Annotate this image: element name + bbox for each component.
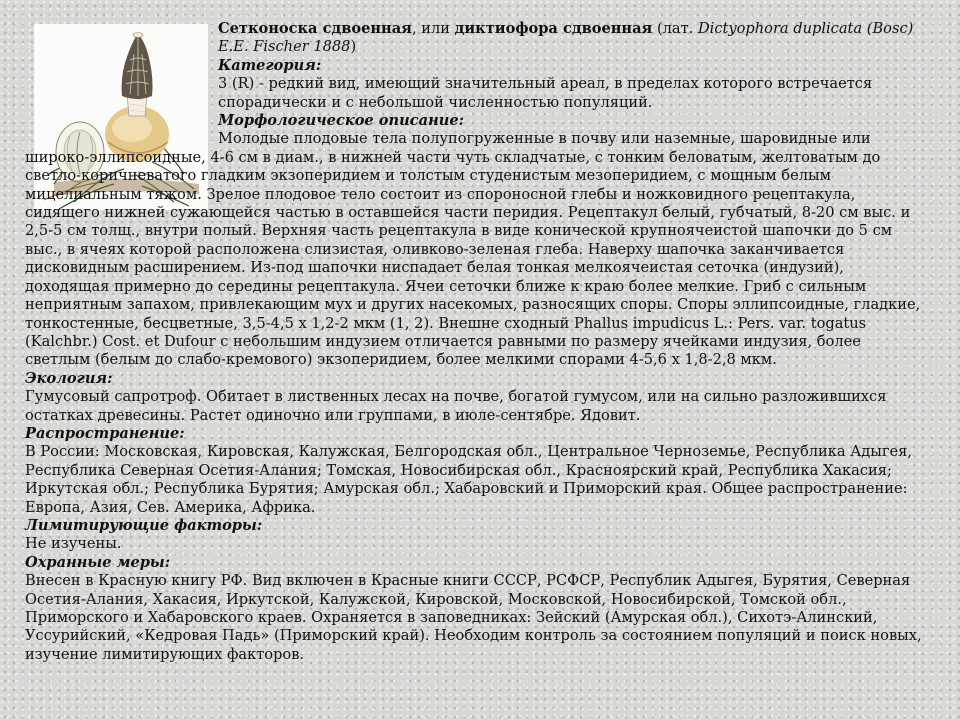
species-description: [25, 20, 930, 664]
species-name-connector: , или: [411, 20, 455, 37]
protection-heading: Охранные меры:: [25, 553, 171, 571]
category-heading: Категория:: [218, 56, 322, 74]
protection-text: Внесен в Красную книгу РФ. Вид включен в Красные книги СССР, РСФСР, Республик Адыгея, Бурятия, Северная Осетия-Алания, Хакасия, Иркутской, Калужской, Кировской, Московской, Новосибирской, Томской обл., Приморского и Хабаровского краев. Охраняется в заповедниках: Зейский (Амурская обл.), Сихотэ-Алинский, Уссурийский, «Кедровая Падь» (Приморский край). Необходим контроль за состоянием популяций и поиск новых, изучение лимитирующих факторов.: [25, 572, 922, 663]
species-name-primary: Сетконоска сдвоенная: [218, 20, 412, 37]
latin-suffix: ): [350, 38, 357, 56]
morphology-text-body: Молодые плодовые тела полупогруженные в почву или наземные, шаровидные или широко-эллипсоидные, 4-6 см в диам., в нижней части чуть складчатые, с тонким беловатым, желтоватым до светло-коричневатого гладким экзоперидием и толстым студенистым мезоперидием, с мощным белым мицелиальным тяжом. Зрелое плодовое тело состоит из спороносной глебы и ножковидного рецептакула, сидящего нижней сужающейся частью в оставшейся части перидия. Рецептакул белый, губчатый, 8-20 см выс. и 2,5-5 см толщ., внутри полый. Верхняя часть рецептакула в виде конической крупноячеистой шапочки до 5 см выс., в ячеях которой расположена слизистая, оливково-зеленая глеба. Наверху шапочка заканчивается дисковидным расширением. Из-под шапочки ниспадает белая тонкая мелкоячеистая сеточка (индузий), доходящая примерно до середины рецептакула. Ячеи сеточки ближе к краю более мелкие. Гриб с сильным неприятным запахом, привлекающим мух и других насекомых, разносящих споры. Споры эллипсоидные, гладкие, тонкостенные, бесцветные, 3,5-4,5 x 1,2-2 мкм (1, 2). Внешне сходный Phallus impudicus L.: Pers. var. togatus (Kalchbr.) Cost. et Dufour с небольшим индузием отличается равными по размеру ячейками индузия, более светлым (белым до слабо-кремового) экзоперидием, более мелкими спорами 4-5,6 x 1,8-2,8 мкм.: [25, 130, 921, 369]
species-title-line: [25, 20, 930, 57]
distribution-text: В России: Московская, Кировская, Калужская, Белгородская обл., Центральное Черноземье, Республика Адыгея, Республика Северная Осетия-Алания; Томская, Новосибирская обл., Красноярский край, Республика Хакасия; Иркутская обл.; Республика Бурятия; Амурская обл.; Хабаровский и Приморский края. Общее распространение: Европа, Азия, Сев. Америка, Африка.: [25, 443, 912, 516]
latin-name: Dictyophora duplicata (Bosc) E.E. Fischer 1888: [218, 20, 914, 56]
latin-prefix: (лат.: [652, 20, 698, 37]
species-name-secondary: диктиофора сдвоенная: [454, 20, 653, 37]
limiting-factors-heading: Лимитирующие факторы:: [25, 516, 263, 534]
distribution-heading: Распространение:: [25, 424, 185, 442]
ecology-text: Гумусовый сапротроф. Обитает в лиственных лесах на почве, богатой гумусом, или на сильно разложившихся остатках древесины. Растет одиночно или группами, в июле-сентябре. Ядовит.: [25, 388, 887, 424]
category-text: 3 (R) - редкий вид, имеющий значительный ареал, в пределах которого встречается спорадически и с небольшой численностью популяций.: [218, 75, 873, 111]
limiting-factors-text: Не изучены.: [25, 535, 122, 553]
morphology-heading: Морфологическое описание:: [218, 112, 465, 130]
morphology-text: [25, 130, 930, 369]
ecology-heading: Экология:: [25, 369, 113, 387]
